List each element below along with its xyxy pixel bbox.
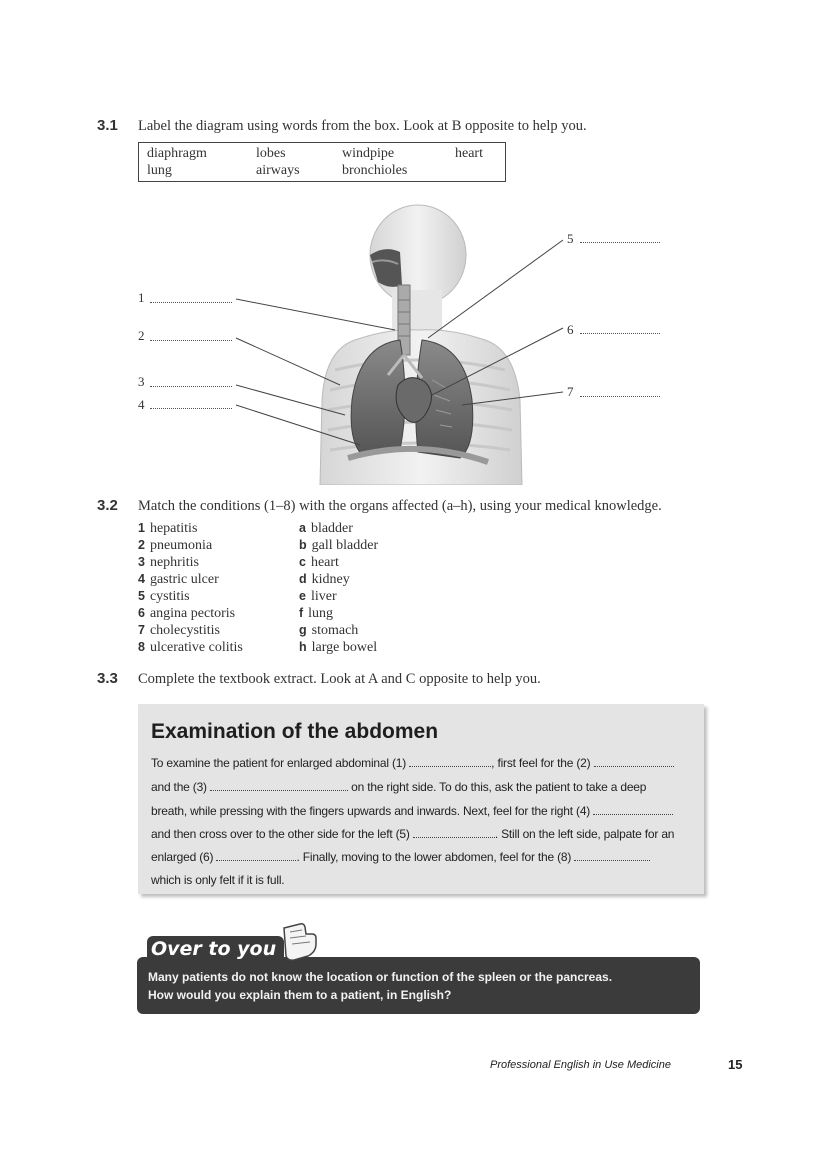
- condition-number: 7: [138, 623, 145, 637]
- diagram-label-3-blank[interactable]: [150, 386, 232, 387]
- organ-letter: a: [299, 521, 306, 535]
- organ-item: [299, 606, 333, 622]
- extract-line-6: [151, 873, 284, 887]
- word-bronchioles: bronchioles: [342, 163, 408, 178]
- condition-number: 8: [138, 640, 145, 654]
- organ-item: [299, 589, 337, 605]
- label-pointer-lines: [0, 0, 822, 500]
- condition-text: cystitis: [149, 589, 190, 604]
- condition-text: hepatitis: [149, 521, 198, 536]
- blank-5[interactable]: [413, 827, 495, 838]
- exercise-instruction-3-3: Complete the textbook extract. Look at A and C opposite to help you.: [138, 671, 541, 687]
- word-windpipe: windpipe: [342, 146, 395, 161]
- exercise-number-3-2: 3.2: [97, 497, 118, 514]
- extract-text: enlarged (6): [151, 850, 214, 864]
- diagram-label-1-number: 1: [138, 290, 145, 305]
- organ-letter: e: [299, 589, 306, 603]
- diagram-label-7-blank[interactable]: [580, 396, 660, 397]
- blank-3[interactable]: [210, 780, 348, 791]
- condition-text: angina pectoris: [149, 606, 236, 621]
- condition-number: 4: [138, 572, 145, 586]
- over-to-you-line-2: How would you explain them to a patient, in English?: [148, 988, 452, 1002]
- condition-text: ulcerative colitis: [149, 640, 243, 655]
- book-title-footer: Professional English in Use Medicine: [490, 1059, 671, 1071]
- exercise-number-3-1: 3.1: [97, 117, 118, 134]
- diagram-label-6-number: 6: [567, 322, 574, 337]
- organ-text: stomach: [311, 623, 359, 638]
- diagram-label-3-number: 3: [138, 374, 145, 389]
- word-diaphragm: diaphragm: [147, 146, 207, 161]
- organ-letter: d: [299, 572, 307, 586]
- condition-item: [138, 555, 199, 571]
- blank-1[interactable]: [409, 756, 491, 767]
- extract-text: . Still on the left side, palpate for an: [494, 827, 675, 841]
- condition-number: 5: [138, 589, 145, 603]
- blank-8[interactable]: [574, 850, 650, 861]
- extract-line-1: [151, 756, 674, 770]
- organ-text: large bowel: [311, 640, 378, 655]
- extract-line-2: [151, 780, 646, 794]
- blank-6[interactable]: [216, 850, 296, 861]
- organ-letter: h: [299, 640, 307, 654]
- extract-text: and the (3): [151, 780, 207, 794]
- extract-line-4: [151, 827, 674, 841]
- diagram-label-2-blank[interactable]: [150, 340, 232, 341]
- over-to-you-line-1: Many patients do not know the location or function of the spleen or the pancreas.: [148, 970, 613, 984]
- extract-text: and then cross over to the other side for the left (5): [151, 827, 410, 841]
- organ-text: heart: [310, 555, 339, 570]
- extract-text: on the right side. To do this, ask the patient to take a deep: [351, 780, 647, 794]
- organ-letter: b: [299, 538, 307, 552]
- condition-item: [138, 538, 212, 554]
- extract-text: , first feel for the (2): [491, 756, 591, 770]
- condition-item: [138, 521, 197, 537]
- organ-letter: c: [299, 555, 306, 569]
- exercise-number-3-3: 3.3: [97, 670, 118, 687]
- organ-text: bladder: [310, 521, 353, 536]
- condition-text: nephritis: [149, 555, 199, 570]
- organ-letter: g: [299, 623, 307, 637]
- extract-text: which is only felt if it is full.: [151, 873, 285, 887]
- diagram-label-2-number: 2: [138, 328, 145, 343]
- condition-item: [138, 623, 220, 639]
- organ-text: kidney: [311, 572, 350, 587]
- organ-text: liver: [310, 589, 337, 604]
- condition-text: gastric ulcer: [149, 572, 219, 587]
- organ-text: gall bladder: [311, 538, 379, 553]
- extract-text: To examine the patient for enlarged abdominal (1): [151, 756, 407, 770]
- diagram-label-6-blank[interactable]: [580, 333, 660, 334]
- word-heart: heart: [455, 146, 483, 161]
- condition-number: 3: [138, 555, 145, 569]
- condition-item: [138, 606, 235, 622]
- diagram-label-4-blank[interactable]: [150, 408, 232, 409]
- condition-item: [138, 640, 243, 656]
- extract-title: Examination of the abdomen: [151, 720, 439, 743]
- blank-4[interactable]: [593, 804, 673, 815]
- extract-text: breath, while pressing with the fingers upwards and inwards. Next, feel for the right (4): [151, 804, 591, 818]
- extract-line-3: [151, 804, 673, 818]
- word-lobes: lobes: [256, 146, 286, 161]
- organ-item: [299, 555, 339, 571]
- organ-item: [299, 640, 377, 656]
- diagram-label-4-number: 4: [138, 397, 145, 412]
- condition-number: 2: [138, 538, 145, 552]
- extract-text: . Finally, moving to the lower abdomen, feel for the (8): [296, 850, 572, 864]
- condition-text: pneumonia: [149, 538, 213, 553]
- pointing-hand-icon: [276, 922, 318, 962]
- organ-letter: f: [299, 606, 304, 620]
- blank-2[interactable]: [594, 756, 674, 767]
- textbook-extract: [138, 704, 704, 894]
- organ-text: lung: [308, 606, 334, 621]
- organ-item: [299, 521, 353, 537]
- exercise-instruction-3-2: Match the conditions (1–8) with the organs affected (a–h), using your medical knowledge.: [138, 498, 662, 514]
- over-to-you-panel: [137, 957, 700, 1014]
- condition-number: 6: [138, 606, 145, 620]
- diagram-label-5-number: 5: [567, 231, 574, 246]
- organ-item: [299, 623, 358, 639]
- organ-item: [299, 572, 350, 588]
- page-number: 15: [728, 1057, 743, 1072]
- diagram-label-7-number: 7: [567, 384, 574, 399]
- word-lung: lung: [147, 163, 172, 178]
- organ-item: [299, 538, 378, 554]
- condition-number: 1: [138, 521, 145, 535]
- diagram-label-5-blank[interactable]: [580, 242, 660, 243]
- extract-line-5: [151, 850, 650, 864]
- condition-item: [138, 589, 190, 605]
- diagram-label-1-blank[interactable]: [150, 302, 232, 303]
- exercise-instruction-3-1: Label the diagram using words from the box. Look at B opposite to help you.: [138, 118, 587, 134]
- condition-item: [138, 572, 219, 588]
- condition-text: cholecystitis: [149, 623, 220, 638]
- word-airways: airways: [256, 163, 300, 178]
- over-to-you-title: Over to you: [147, 936, 284, 960]
